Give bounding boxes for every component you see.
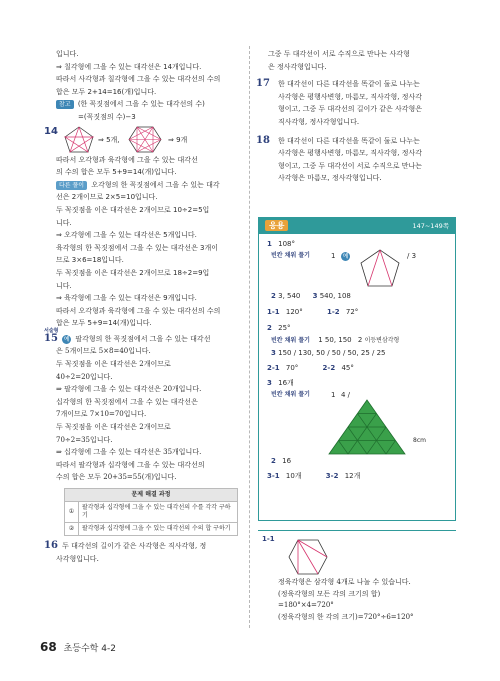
table-cell: 팔각형과 십각형에 그을 수 있는 대각선의 수를 각각 구하기 — [79, 502, 238, 523]
hexagon-result: ⇒ 9개 — [168, 135, 188, 144]
text-line: 사각형은 평행사변형, 마름모, 직사각형, 정사각 — [278, 92, 423, 101]
q16-line — [44, 540, 242, 553]
book-title: 초등수학 4-2 — [63, 644, 116, 654]
text-line: 사각형은 마름모, 정사각형입니다. — [278, 174, 382, 183]
text-line: 육각형의 한 꼭짓점에서 그을 수 있는 대각선은 3개이 — [56, 243, 219, 252]
problem-number: 3-1 — [267, 472, 280, 480]
step-value: 16 — [282, 457, 292, 465]
answer-2-row3 — [267, 347, 451, 359]
question-number: 14 — [44, 125, 58, 137]
column-divider — [249, 46, 250, 628]
answer-1-steps — [267, 250, 451, 290]
text-line: 따라서 오각형과 육각형에 그을 수 있는 대각선의 수의 — [56, 306, 221, 315]
note-formula: =(꼭짓점의 수)−3 — [78, 112, 136, 121]
step-value: 4 / — [341, 391, 351, 399]
left-column — [44, 48, 242, 565]
answer-2 — [267, 322, 451, 334]
box-header — [259, 218, 455, 234]
text-line: =180°×4=720° — [278, 601, 334, 609]
text-line: 두 대각선의 길이가 같은 사각형은 직사각형, 정 — [62, 542, 207, 550]
step-number: 3 — [312, 292, 318, 300]
question-number: 16 — [44, 540, 58, 551]
step-value: 50, 150 — [324, 336, 352, 344]
step-number: 1 — [331, 391, 336, 399]
text-line: 그중 두 대각선이 서로 수직으로 만나는 사각형 — [268, 50, 410, 58]
answer-value: 45° — [341, 364, 354, 372]
answer-value: 25° — [278, 324, 291, 332]
text-line: 형이고, 그중 두 대각선의 길이가 같은 사각형은 — [278, 105, 423, 114]
essay-label: 서술형 — [44, 327, 59, 334]
answer-1-variants — [267, 306, 451, 318]
text-line: 7개이므로 7×10=70입니다. — [56, 410, 147, 419]
step-number: 1 — [318, 336, 323, 344]
example-badge: 예 — [63, 335, 70, 343]
box-title: 응용 — [265, 220, 288, 231]
text-line: 은 정사각형입니다. — [268, 62, 327, 71]
text-line: 두 꼭짓점을 이은 대각선은 2개이므로 18÷2=9입 — [56, 268, 210, 277]
text-line: 두 꼭짓점을 이은 대각선은 2개이므로 — [56, 360, 171, 369]
text-line: 70÷2=35입니다. — [56, 435, 113, 444]
answer-value: 12개 — [344, 472, 361, 480]
text-line: 입니다. — [56, 50, 79, 58]
text-line: 합은 모두 5+9=14(개)입니다. — [56, 319, 152, 328]
step-value: 150 / 130, 50 / 50 / 50, 25 / 25 — [278, 349, 386, 357]
fill-blank-label: 빈칸 채워 풀기 — [271, 337, 310, 344]
hexagon-figure — [288, 539, 328, 575]
pentagon-diagonals-figure — [64, 126, 94, 153]
answer-3-steps — [267, 389, 451, 455]
text-line: 40÷2=20입니다. — [56, 372, 113, 381]
answer-value: 70° — [285, 364, 299, 372]
table-row — [65, 523, 238, 536]
page-number: 68 — [40, 640, 57, 654]
text-line: 정육각형은 삼각형 4개로 나눌 수 있습니다. — [278, 578, 411, 586]
scoring-table — [64, 488, 238, 536]
text-line — [44, 332, 242, 346]
solution-text — [278, 577, 414, 623]
page-range: 147~149쪽 — [412, 222, 449, 230]
text-line: 따라서 팔각형과 십각형에 그을 수 있는 대각선의 — [56, 460, 205, 469]
fill-blank-label: 빈칸 채워 풀기 — [271, 252, 310, 259]
table-cell: ① — [65, 502, 79, 523]
side-length-label: 8cm — [413, 437, 426, 444]
text-line: ⇒ 칠각형에 그을 수 있는 대각선은 14개입니다. — [56, 62, 202, 71]
text-block — [258, 48, 454, 73]
answer-3-row2 — [267, 455, 451, 467]
text-line: 합은 모두 2+14=16(개)입니다. — [56, 87, 157, 96]
text-line: 한 대각선이 다른 대각선을 똑같이 둘로 나누는 — [278, 80, 420, 89]
text-line: 따라서 오각형과 육각형에 그을 수 있는 대각선 — [56, 155, 198, 164]
text-line: (정육각형의 한 각의 크기)=720°÷6=120° — [278, 612, 414, 621]
answer-value: 16개 — [278, 379, 294, 387]
q15-block — [44, 327, 242, 484]
page-footer — [40, 640, 116, 654]
text-line: 므로 3×6=18입니다. — [56, 256, 124, 265]
text-line: 은 5개이므로 5×8=40입니다. — [56, 347, 151, 356]
question-number: 15 — [44, 332, 58, 344]
problem-number: 1 — [267, 240, 272, 248]
note-text: (한 꼭짓점에서 그을 수 있는 대각선의 수) — [77, 100, 205, 109]
answer-value: 108° — [278, 240, 295, 248]
text-line: 두 꼭짓점을 이은 대각선은 2개이므로 — [56, 423, 171, 432]
note-line — [56, 98, 242, 111]
step-value: 3, 540 — [278, 292, 301, 300]
problem-number: 1-1 — [267, 308, 280, 316]
table-row — [65, 502, 238, 523]
step-number: 2 — [271, 457, 276, 465]
text-line: (정육각형의 모든 각의 크기의 합) — [278, 589, 381, 598]
text-line: 사각형입니다. — [56, 554, 99, 563]
text-line: 한 대각선이 다른 대각선을 똑같이 둘로 나누는 — [278, 136, 420, 145]
box-content — [267, 238, 451, 482]
pentagon-result: ⇒ 5개, — [98, 135, 120, 144]
right-column — [258, 48, 454, 191]
problem-number: 2 — [267, 324, 272, 332]
other-solution-tag: 다른 풀이 — [56, 181, 87, 190]
step-number: 3 — [271, 349, 276, 357]
application-answer-box — [258, 217, 456, 521]
answer-2-variants — [267, 362, 451, 374]
q14-figures — [44, 125, 242, 152]
problem-number: 2-1 — [267, 364, 280, 372]
example-badge: 예 — [342, 253, 349, 260]
answer-3 — [267, 377, 451, 389]
fill-blank-label: 빈칸 채워 풀기 — [271, 391, 310, 398]
q18-block — [258, 135, 454, 185]
text-line: 니다. — [56, 218, 72, 227]
answer-value: 10개 — [285, 472, 302, 480]
text-line: ⇒ 팔각형에 그을 수 있는 대각선은 20개입니다. — [56, 385, 202, 394]
q17-block — [258, 78, 454, 128]
text-line: 직사각형, 정사각형입니다. — [278, 117, 360, 126]
step-value: 540, 108 — [319, 292, 351, 300]
problem-number: 1-2 — [327, 308, 340, 316]
text-line: 선은 2개이므로 2×5=10입니다. — [56, 193, 158, 202]
answer-1-row2 — [267, 290, 451, 302]
answer-2-steps — [267, 334, 451, 347]
text-line: 사각형은 평행사변형, 마름모, 직사각형, 정사각 — [278, 149, 423, 158]
question-number: 17 — [256, 78, 270, 90]
problem-number: 1-1 — [262, 535, 275, 543]
text-line: 십각형의 한 꼭짓점에서 그을 수 있는 대각선은 — [56, 397, 198, 406]
text-line: 니다. — [56, 281, 72, 290]
step-number: 1 — [331, 252, 336, 260]
solution-box — [258, 530, 456, 630]
table-cell: ② — [65, 523, 79, 536]
answer-value: 72° — [345, 308, 359, 316]
text-line: 두 꼭짓점을 이은 대각선은 2개이므로 10÷2=5입 — [56, 205, 210, 214]
step-number: 2 — [357, 336, 363, 344]
text-line: 오각형의 한 꼭짓점에서 그을 수 있는 대각 — [91, 180, 220, 189]
text-line: ⇒ 오각형에 그을 수 있는 대각선은 5개입니다. — [56, 231, 197, 240]
question-number: 18 — [256, 134, 270, 146]
text-line: ⇒ 십각형에 그을 수 있는 대각선은 35개입니다. — [56, 448, 202, 457]
answer-value: 120° — [285, 308, 303, 316]
note-tag: 참고 — [56, 100, 74, 109]
answer-3-variants — [267, 470, 451, 482]
text-line: 팔각형의 한 꼭짓점에서 그을 수 있는 대각선 — [75, 334, 211, 343]
text-line: 수의 합은 모두 20+35=55(개)입니다. — [56, 473, 177, 482]
table-header: 문제 해결 과정 — [65, 489, 238, 502]
step-value: 이등변삼각형 — [364, 337, 400, 344]
hexagon-diagonals-figure — [128, 126, 162, 153]
text-line: 따라서 사각형과 칠각형에 그을 수 있는 대각선의 수의 — [56, 75, 221, 84]
text-line: ⇒ 육각형에 그을 수 있는 대각선은 9개입니다. — [56, 294, 197, 303]
text-line: 의 수의 합은 모두 5+9=14(개)입니다. — [56, 168, 177, 177]
table-cell: 팔각형과 십각형에 그을 수 있는 대각선의 수의 합 구하기 — [79, 523, 238, 536]
text-line: 형이고, 그중 두 대각선이 서로 수직으로 만나는 — [278, 161, 423, 170]
pentagon-figure — [359, 248, 401, 288]
problem-number: 2-2 — [322, 364, 336, 372]
triangle-grid-figure — [327, 399, 407, 455]
step-value: / 3 — [407, 252, 417, 260]
problem-number: 3-2 — [325, 472, 339, 480]
problem-number: 3 — [267, 379, 272, 387]
other-solution-line — [56, 179, 242, 192]
step-number: 2 — [271, 292, 276, 300]
